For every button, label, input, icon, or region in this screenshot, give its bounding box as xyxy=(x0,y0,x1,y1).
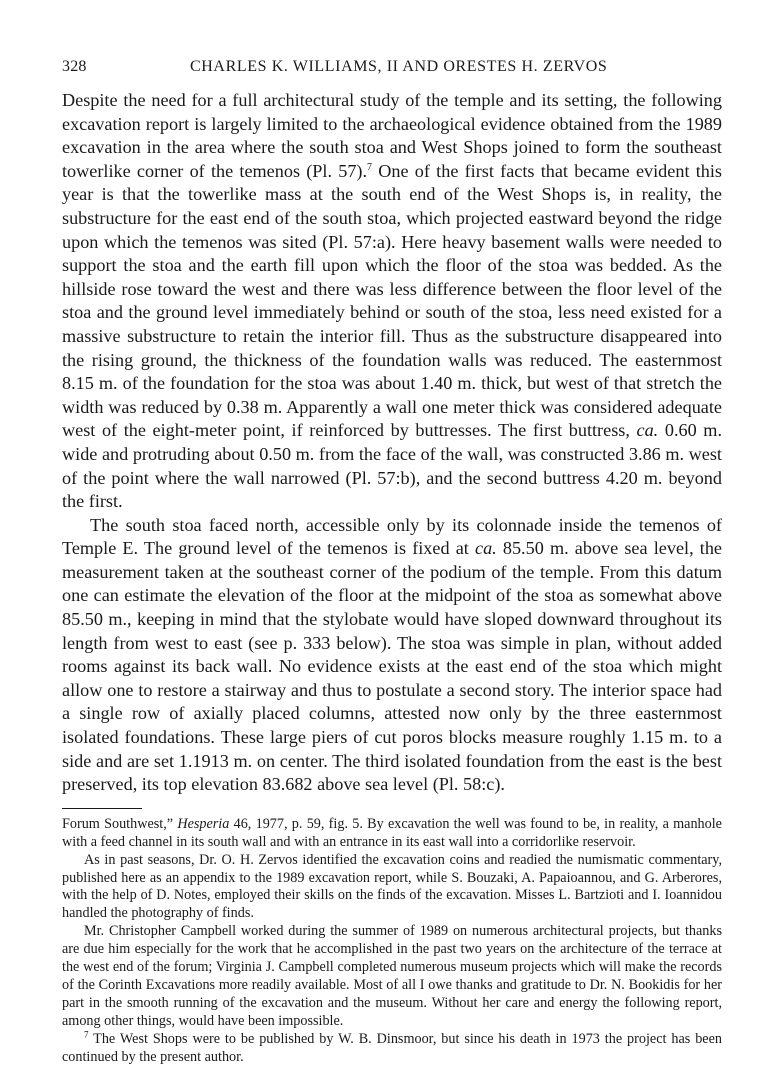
footnote-divider xyxy=(62,808,142,809)
footnote-7 xyxy=(62,1028,722,1067)
italic-abbreviation: ca. xyxy=(636,420,659,441)
italic-abbreviation: ca. xyxy=(475,538,497,559)
page-number: 328 xyxy=(62,58,87,75)
text-run: The West Shops were to be published by W. B. Dinsmoor, but since his death in 1973 the project has been continued by the present author. xyxy=(62,1030,722,1065)
journal-title: Hesperia xyxy=(177,815,230,832)
footnote-acknowledgement-2 xyxy=(62,923,722,1030)
text-run: 46, 1977, p. 59, fig. 5. By excavation the well was found to be, in reality, a manhole with a feed channel in its south wall and with an entrance in its east wall into a corridorlike reservoir. xyxy=(62,815,722,850)
footnote-marker: 7 xyxy=(84,1028,89,1039)
text-run: Mr. Christopher Campbell worked during the summer of 1989 on numerous architectural projects, but thanks are due him especially for the work that he accomplished in the past two years on the architecture of the terrace at the west end of the forum; Virginia J. Campbell completed numerous museum projects which will make the records of the Corinth Excavations more readily available. Most of all I owe thanks and gratitude to Dr. N. Bookidis for her part in the smooth running of the excavation and the museum. Without her care and energy the following report, among other things, would have been impossible. xyxy=(62,923,722,1029)
body-paragraph-1 xyxy=(62,89,722,514)
text-run: Forum Southwest,” xyxy=(62,815,178,832)
footnote-continued xyxy=(62,816,722,852)
footnote-reference[interactable]: 7 xyxy=(367,161,373,173)
text-run: Despite the need for a full architectural study of the temple and its setting, the following excavation report is largely limited to the archaeological evidence obtained from the 1989 excavation in the area where the south stoa and West Shops joined to form the southeast towerlike corner of the temenos (Pl. 57). xyxy=(62,90,722,181)
text-run: As in past seasons, Dr. O. H. Zervos identified the excavation coins and readied the numismatic commentary, published here as an appendix to the 1989 excavation report, while S. Bouzaki, A. Papaioannou, and G. Arberores, with the help of D. Notes, employed their skills on the finds of the excavation. Misses L. Bartzioti and I. Ioannidou handled the photography of finds. xyxy=(62,851,722,922)
running-title: CHARLES K. WILLIAMS, II AND ORESTES H. ZERVOS xyxy=(190,58,608,75)
text-run: 0.60 m. wide and protruding about 0.50 m. from the face of the wall, was constructed 3.86 m. west of the point where the wall narrowed (Pl. 57:b), and the second buttress 4.20 m. beyond the first. xyxy=(62,420,722,512)
footnote-acknowledgement-1 xyxy=(62,852,722,924)
running-head xyxy=(62,58,722,76)
text-run: One of the first facts that became evident this year is that the towerlike mass at the south end of the West Shops is, in reality, the substructure for the east end of the south stoa, which projected eastward beyond the ridge upon which the temenos was sited (Pl. 57:a). Here heavy basement walls were needed to support the stoa and the earth fill upon which the floor of the stoa was bedded. As the hillside rose toward the west and there was less difference between the floor level of the stoa and the ground level immediately behind or south of the stoa, less need existed for a massive substructure to retain the interior fill. Thus as the substructure disappeared into the rising ground, the thickness of the foundation walls was reduced. The easternmost 8.15 m. of the foundation for the stoa was about 1.40 m. thick, but west of that stretch the width was reduced by 0.38 m. Apparently a wall one meter thick was considered adequate west of the eight-meter point, if reinforced by buttresses. The first buttress, xyxy=(62,160,723,441)
text-run: 85.50 m. above sea level, the measurement taken at the southeast corner of the podium of the temple. From this datum one can estimate the elevation of the floor at the midpoint of the stoa as somewhat above 85.50 m., keeping in mind that the stylobate would have sloped downward throughout its length from west to east (see p. 333 below). The stoa was simple in plan, without added rooms against its back wall. No evidence exists at the east end of the stoa which might allow one to restore a stairway and thus to postulate a second story. The interior space had a single row of axially placed columns, attested now only by the three easternmost isolated foundations. These large piers of cut poros blocks measure roughly 1.15 m. to a side and are set 1.1913 m. on center. The third isolated foundation from the east is the best preserved, its top elevation 83.682 above sea level (Pl. 58:c). xyxy=(62,538,722,795)
body-paragraph-2 xyxy=(62,514,722,797)
text-run: The south stoa faced north, accessible only by its colonnade inside the temenos of Temple E. The ground level of the temenos is fixed at xyxy=(62,514,722,559)
page xyxy=(62,58,722,1067)
